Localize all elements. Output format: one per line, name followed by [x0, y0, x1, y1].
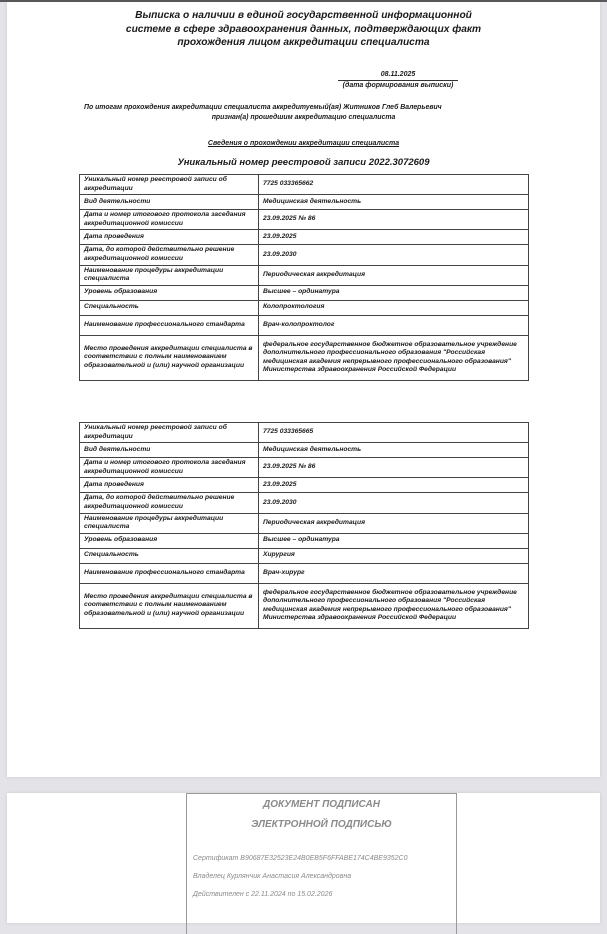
row-label: Дата, до которой действительно решение аккредитационной комиссии	[80, 245, 259, 265]
row-label: Вид деятельности	[80, 195, 259, 210]
row-label: Дата и номер итогового протокола заседания аккредитационной комиссии	[80, 458, 259, 478]
table-row	[80, 230, 529, 245]
table-row	[80, 533, 529, 548]
accreditation-table-2	[79, 422, 529, 629]
row-label: Уровень образования	[80, 285, 259, 300]
signature-owner: Владелец Курлянчик Анастасия Александровна	[193, 873, 352, 880]
accreditation-table-1	[79, 174, 529, 381]
table-row	[80, 443, 529, 458]
electronic-signature-stamp	[186, 793, 457, 934]
table-row	[80, 548, 529, 563]
table-row	[80, 335, 529, 380]
accreditation-result	[7, 103, 600, 123]
section-heading: Сведения о прохождении аккредитации специалиста	[207, 140, 400, 147]
row-value: Врач-хирург	[259, 563, 529, 583]
issue-date: 08.11.2025	[338, 70, 458, 81]
row-label: Уровень образования	[80, 533, 259, 548]
row-value: Периодическая аккредитация	[259, 265, 529, 285]
table-row	[80, 478, 529, 493]
table-row	[80, 175, 529, 195]
row-value: Высшее – ординатура	[259, 533, 529, 548]
row-value: 23.09.2025	[259, 230, 529, 245]
issue-date-caption: (дата формирования выписки)	[342, 82, 454, 89]
table-row	[80, 265, 529, 285]
row-label: Уникальный номер реестровой записи об аккредитации	[80, 175, 259, 195]
table-row	[80, 195, 529, 210]
row-value: федеральное государственное бюджетное образовательное учреждение дополнительного профессионального образования "Российская медицинская академия непрерывного профессионального образования" Министерства здравоохранения Российской Федерации	[259, 583, 529, 628]
title-line: системе в сфере здравоохранения данных, подтверждающих факт	[125, 23, 482, 35]
signature-heading-1: ДОКУМЕНТ ПОДПИСАН	[263, 799, 380, 810]
table-row	[80, 493, 529, 513]
row-label: Специальность	[80, 548, 259, 563]
table-row	[80, 423, 529, 443]
signature-heading-2: ЭЛЕКТРОННОЙ ПОДПИСЬЮ	[251, 819, 392, 830]
row-label: Дата, до которой действительно решение аккредитационной комиссии	[80, 493, 259, 513]
row-label: Уникальный номер реестровой записи об аккредитации	[80, 423, 259, 443]
row-value: 23.09.2025 № 86	[259, 458, 529, 478]
row-value: 23.09.2030	[259, 245, 529, 265]
row-label: Вид деятельности	[80, 443, 259, 458]
row-value: Медицинская деятельность	[259, 195, 529, 210]
row-label: Специальность	[80, 300, 259, 315]
table-row	[80, 210, 529, 230]
row-value: 23.09.2025	[259, 478, 529, 493]
signature-certificate: Сертификат B90687E32523E24B0EB5F6FFABE174C4BE9352C0	[193, 855, 408, 862]
table-row	[80, 458, 529, 478]
row-label: Дата проведения	[80, 230, 259, 245]
table-row	[80, 285, 529, 300]
row-value: Периодическая аккредитация	[259, 513, 529, 533]
table-row	[80, 513, 529, 533]
title-line: Выписка о наличии в единой государственной информационной	[135, 10, 472, 21]
result-line-2: признан(а) прошедшим аккредитацию специалиста	[211, 114, 396, 121]
row-value: 23.09.2025 № 86	[259, 210, 529, 230]
title-line: прохождения лицом аккредитации специалиста	[177, 37, 430, 48]
table-row	[80, 563, 529, 583]
row-value: Медицинская деятельность	[259, 443, 529, 458]
row-value: 7725 033365665	[259, 423, 529, 443]
table-row	[80, 300, 529, 315]
row-label: Наименование профессионального стандарта	[80, 315, 259, 335]
table-row	[80, 315, 529, 335]
row-value: 23.09.2030	[259, 493, 529, 513]
registry-number: Уникальный номер реестровой записи 2022.3072609	[177, 157, 430, 168]
document-title	[7, 9, 600, 50]
row-value: Врач-колопроктолог	[259, 315, 529, 335]
row-label: Дата и номер итогового протокола заседания аккредитационной комиссии	[80, 210, 259, 230]
row-label: Наименование процедуры аккредитации специалиста	[80, 265, 259, 285]
table-row	[80, 583, 529, 628]
row-value: Колопроктология	[259, 300, 529, 315]
row-label: Наименование процедуры аккредитации специалиста	[80, 513, 259, 533]
row-label: Дата проведения	[80, 478, 259, 493]
row-value: Высшее – ординатура	[259, 285, 529, 300]
row-label: Место проведения аккредитации специалиста в соответствии с полным наименованием образовательной и (или) научной организации	[80, 583, 259, 628]
row-value: Хирургия	[259, 548, 529, 563]
result-line-1: По итогам прохождения аккредитации специалиста аккредитуемый(ая) Житников Глеб Валерьевич	[84, 104, 442, 111]
row-label: Место проведения аккредитации специалиста в соответствии с полным наименованием образовательной и (или) научной организации	[80, 335, 259, 380]
row-value: федеральное государственное бюджетное образовательное учреждение дополнительного профессионального образования "Российская медицинская академия непрерывного профессионального образования" Министерства здравоохранения Российской Федерации	[259, 335, 529, 380]
document-page-2[interactable]	[7, 793, 600, 923]
issue-date-block	[338, 70, 458, 90]
signature-validity: Действителен с 22.11.2024 по 15.02.2026	[193, 891, 333, 898]
row-value: 7725 033365662	[259, 175, 529, 195]
table-row	[80, 245, 529, 265]
row-label: Наименование профессионального стандарта	[80, 563, 259, 583]
document-page-1[interactable]	[7, 2, 600, 777]
